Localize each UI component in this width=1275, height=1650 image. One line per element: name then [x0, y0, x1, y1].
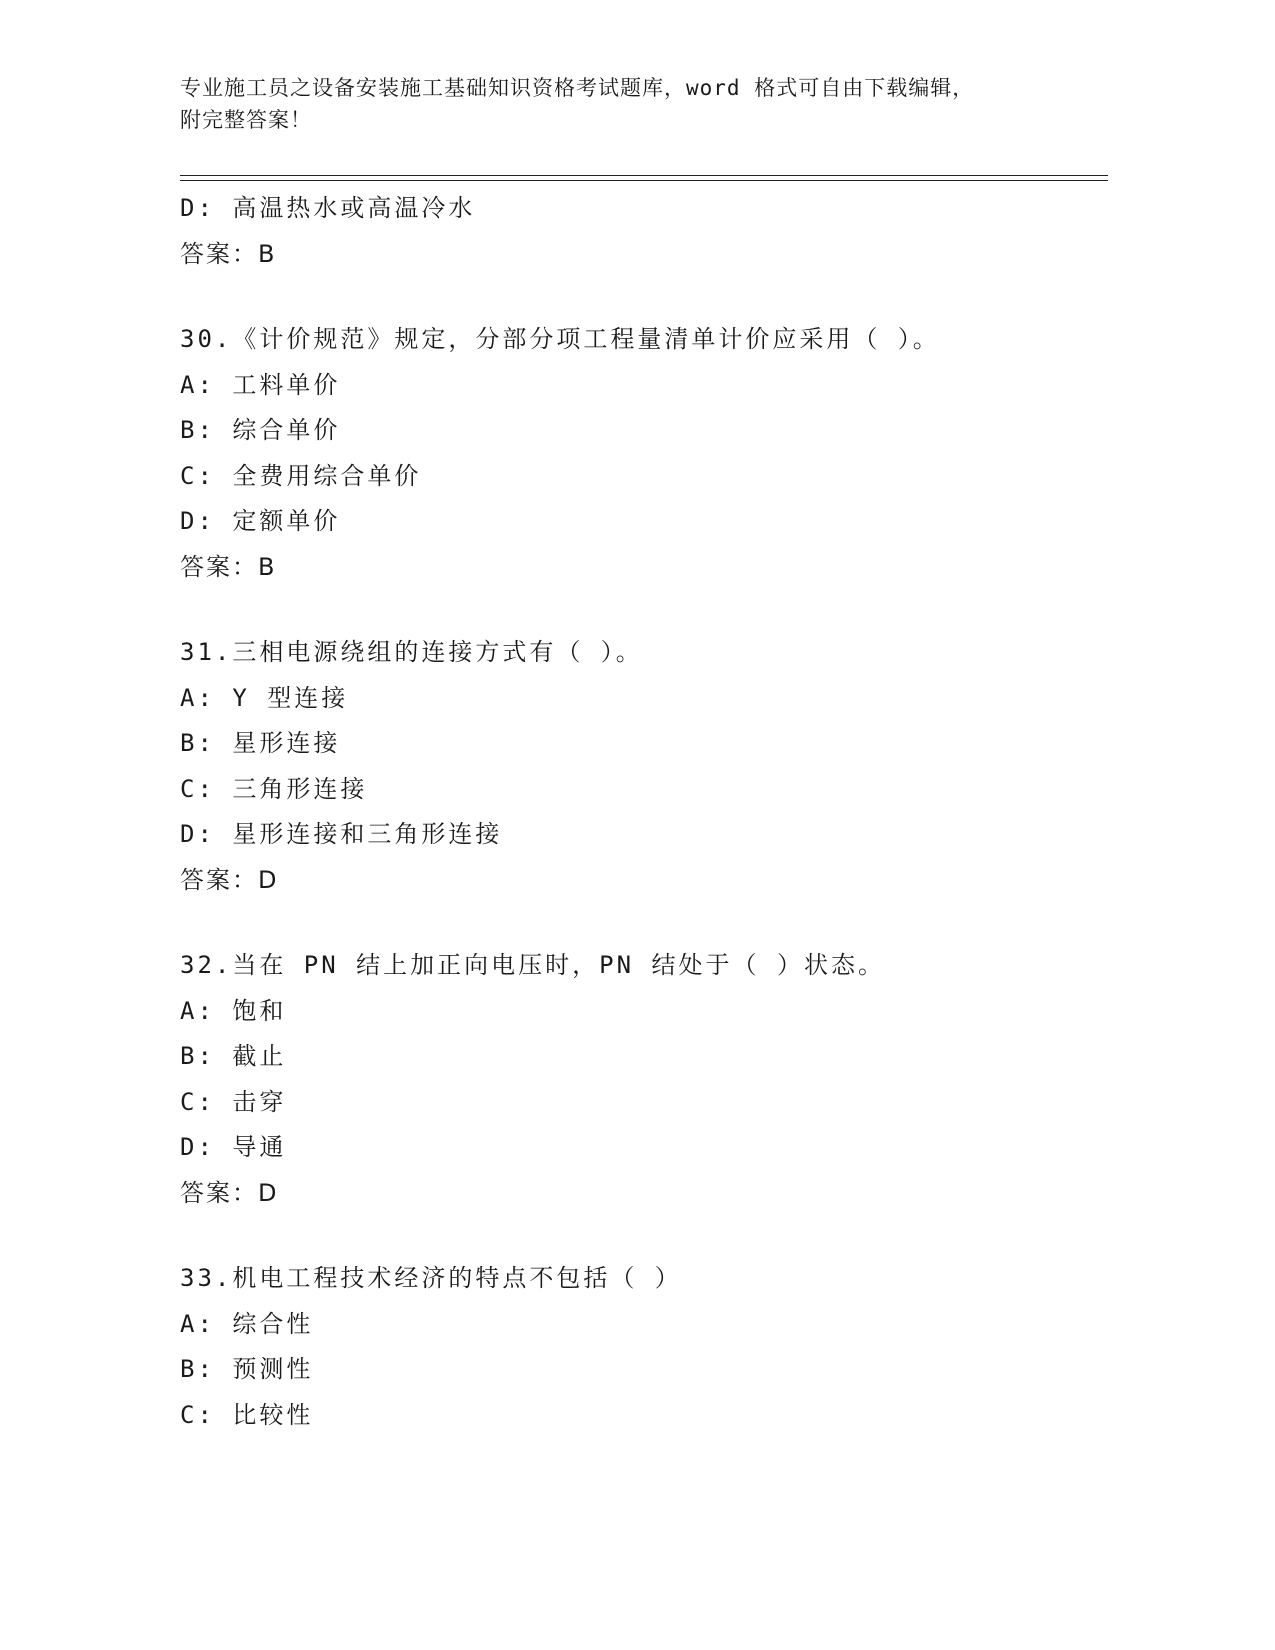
header-title-line-1: 专业施工员之设备安装施工基础知识资格考试题库，word 格式可自由下载编辑， — [180, 76, 975, 100]
question-33-stem: 33.机电工程技术经济的特点不包括（ ） — [180, 1264, 682, 1292]
header-divider-bottom — [180, 180, 1108, 181]
spacer — [180, 1216, 1100, 1256]
question-31-option-a: A: Y 型连接 — [180, 683, 349, 712]
question-32-option-b: B: 截止 — [180, 1042, 287, 1070]
header-divider-top — [180, 175, 1108, 176]
question-33-option-c: C: 比较性 — [180, 1400, 314, 1429]
question-32-option-c: C: 击穿 — [180, 1087, 287, 1116]
question-31-option-d: D: 星形连接和三角形连接 — [180, 820, 503, 848]
question-31-answer: 答案：D — [180, 865, 279, 894]
question-32-option-a: A: 饱和 — [180, 996, 287, 1025]
question-32-stem: 32.当在 PN 结上加正向电压时，PN 结处于（ ）状态。 — [180, 951, 885, 979]
question-31-option-c: C: 三角形连接 — [180, 774, 368, 803]
question-30-option-c: C: 全费用综合单价 — [180, 461, 422, 490]
document-header — [180, 72, 1100, 136]
question-30-option-a: A: 工料单价 — [180, 370, 341, 399]
spacer — [180, 590, 1100, 630]
spacer — [180, 903, 1100, 943]
question-31-stem: 31.三相电源绕组的连接方式有（ ）。 — [180, 638, 643, 666]
carryover-answer: 答案：B — [180, 239, 277, 268]
question-30-option-d: D: 定额单价 — [180, 507, 341, 535]
question-33-option-a: A: 综合性 — [180, 1309, 314, 1338]
question-32-answer: 答案：D — [180, 1178, 279, 1207]
question-33-option-b: B: 预测性 — [180, 1355, 314, 1383]
question-32-option-d: D: 导通 — [180, 1133, 287, 1161]
header-title-line-2: 附完整答案！ — [180, 108, 312, 132]
question-31-option-b: B: 星形连接 — [180, 729, 341, 757]
question-list — [180, 186, 1100, 1438]
carryover-option-d: D: 高温热水或高温冷水 — [180, 194, 476, 222]
spacer — [180, 277, 1100, 317]
question-30-stem: 30.《计价规范》规定，分部分项工程量清单计价应采用（ ）。 — [180, 325, 940, 353]
question-30-option-b: B: 综合单价 — [180, 416, 341, 444]
question-30-answer: 答案：B — [180, 552, 277, 581]
